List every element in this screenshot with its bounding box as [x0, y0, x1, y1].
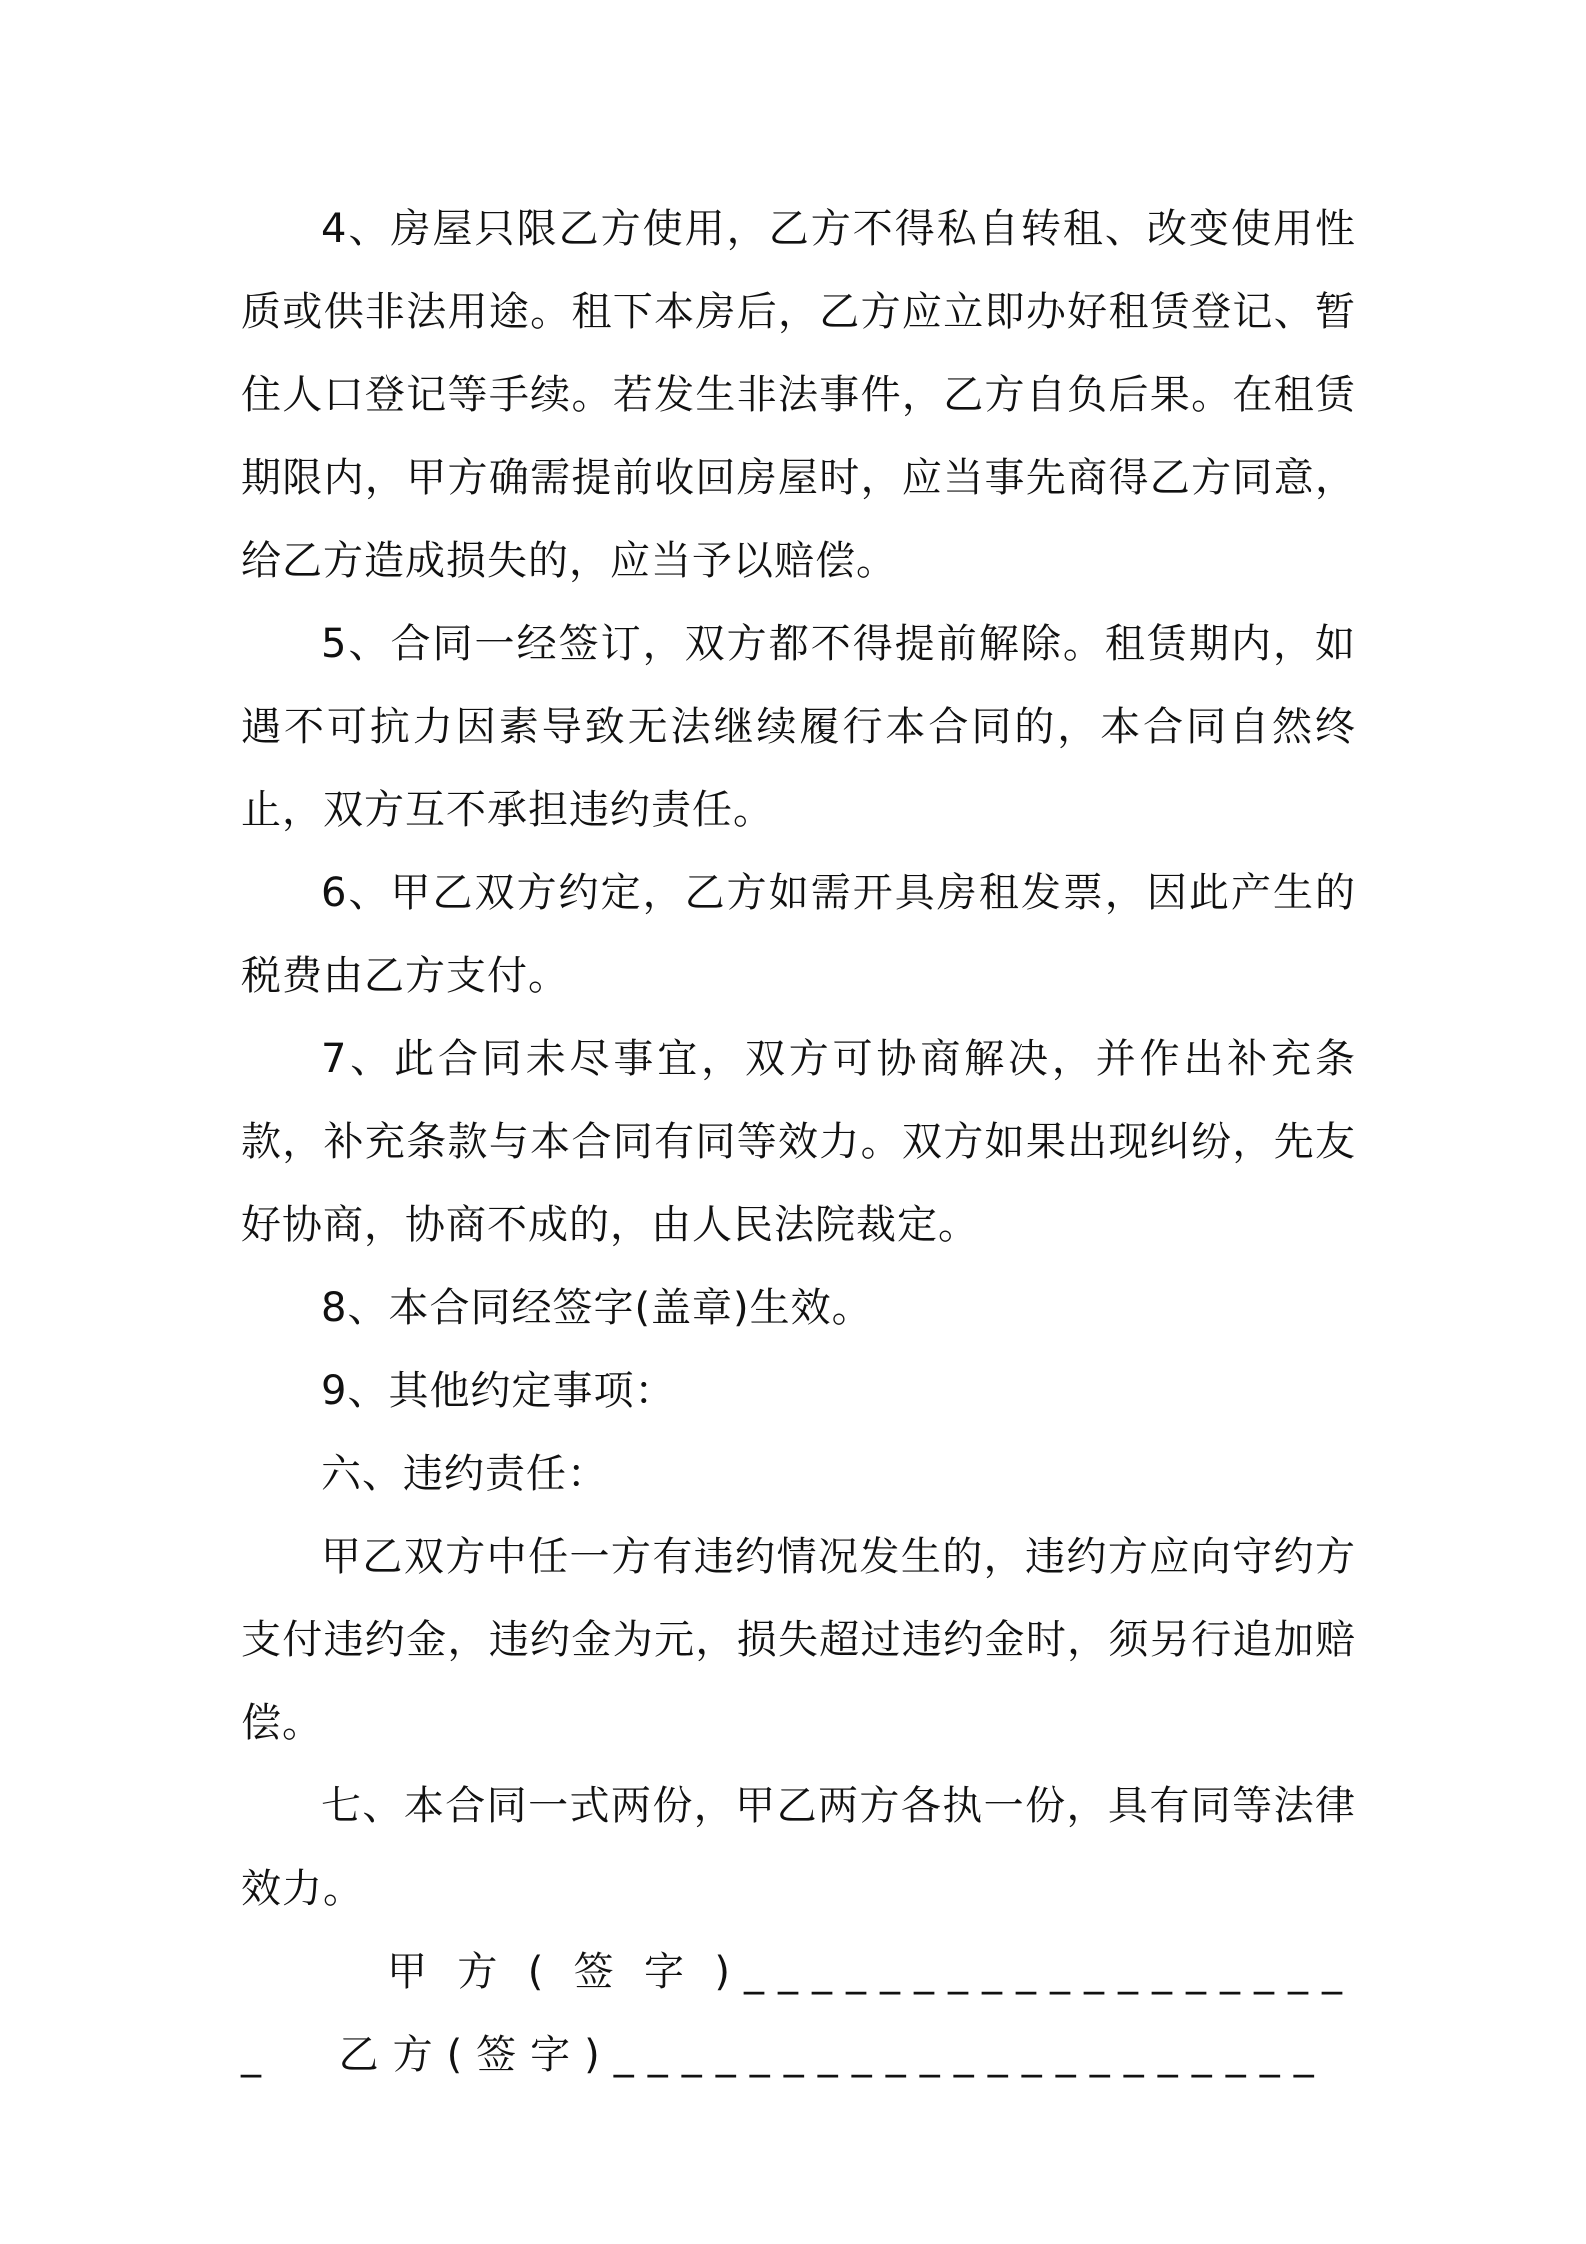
signature-line: [241, 1931, 1356, 2097]
clause-6: 6、甲乙双方约定，乙方如需开具房租发票，因此产生的税费由乙方支付。: [241, 870, 1356, 999]
clause-5: 5、合同一经签订，双方都不得提前解除。租赁期内，如遇不可抗力因素导致无法继续履行本合同的，本合同自然终止，双方互不承担违约责任。: [241, 621, 1356, 833]
party-b-signature: 乙方(签字)_____________________: [338, 2032, 1328, 2078]
breach-liability-text: 甲乙双方中任一方有违约情况发生的，违约方应向守约方支付违约金，违约金为元，损失超过违约金时，须另行追加赔偿。: [241, 1534, 1356, 1746]
clause-4: 4、房屋只限乙方使用，乙方不得私自转租、改变使用性质或供非法用途。租下本房后，乙方应立即办好租赁登记、暂住人口登记等手续。若发生非法事件，乙方自负后果。在租赁期限内，甲方确需提前收回房屋时，应当事先商得乙方同意，给乙方造成损失的，应当予以赔偿。: [241, 206, 1356, 584]
document-body: [241, 188, 1356, 2097]
clause-7: 7、此合同未尽事宜，双方可协商解决，并作出补充条款，补充条款与本合同有同等效力。双方如果出现纠纷，先友好协商，协商不成的，由人民法院裁定。: [241, 1036, 1356, 1248]
section-copies: 七、本合同一式两份，甲乙两方各执一份，具有同等法律效力。: [241, 1783, 1356, 1912]
section-heading-breach: 六、违约责任：: [321, 1451, 608, 1497]
clause-9: 9、其他约定事项：: [321, 1368, 676, 1414]
party-a-signature: 甲方(签字)___________________: [241, 1949, 1356, 2078]
clause-8: 8、本合同经签字(盖章)生效。: [321, 1285, 873, 1331]
